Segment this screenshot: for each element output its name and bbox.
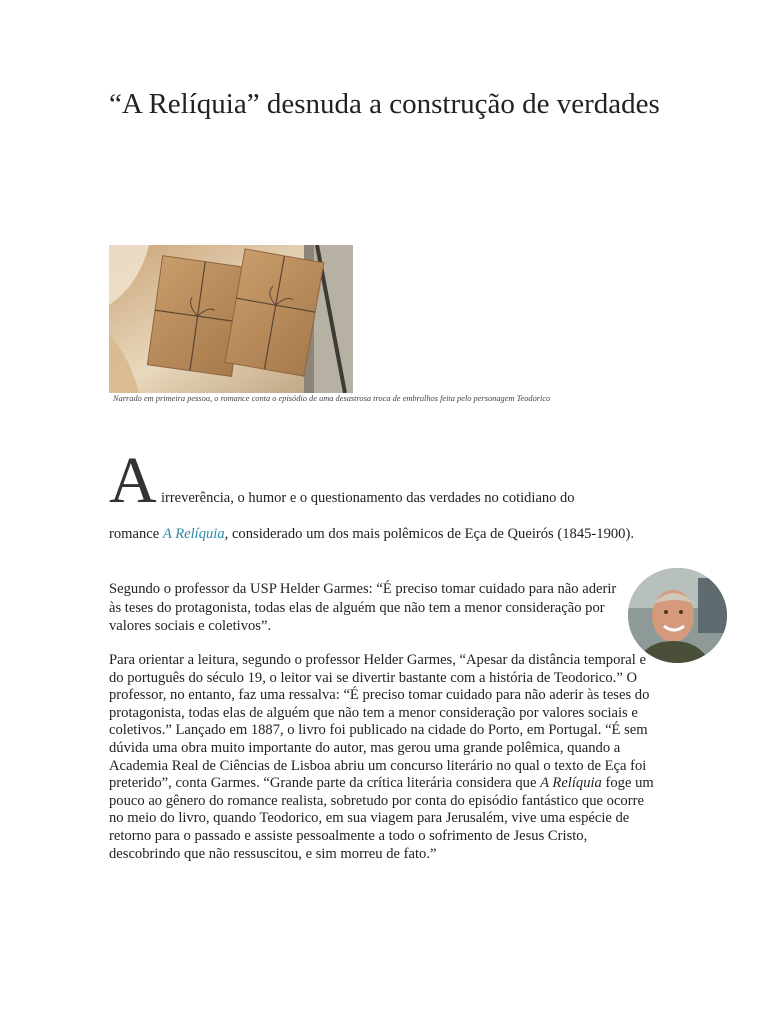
lead-line xyxy=(109,444,669,517)
lead-text: irreverência, o humor e o questionamento das verdades no cotidiano do xyxy=(161,490,575,506)
photo-caption: Narrado em primeira pessoa, o romance conta o episódio de uma desastrosa troca de embrulhos feita pelo personagem Teodorico xyxy=(113,394,551,403)
body-before: Para orientar a leitura, segundo o professor Helder Garmes, “Apesar da distância temporal e do português do século 19, o leitor vai se divertir bastante com a história de Teodorico.” O professor, no entanto, faz uma ressalva: “É preciso tomar cuidado para não aderir às teses do protagonista, todas elas de alguém que não tem a menor consideração por valores sociais e coletivos.” Lançado em 1887, o livro foi publicado na cidade do Porto, em Portugal. “É sem dúvida uma obra muito importante do autor, mas gerou uma grande polêmica, quando a Academia Real de Ciências de Lisboa abriu um concurso literário no qual o texto de Eça foi preterido”, conta Garmes. “Grande parte da crítica literária considera que xyxy=(109,652,650,792)
intro-after: , considerado um dos mais polêmicos de Eça de Queirós (1845-1900). xyxy=(224,526,634,542)
drop-cap: A xyxy=(109,444,157,517)
book-title-italic: A Relíquia xyxy=(540,775,602,792)
professor-portrait xyxy=(628,568,727,663)
paragraph-body xyxy=(109,652,654,863)
body-after: foge um pouco ao gênero do romance realista, sobretudo por conta do episódio fantástico que ocorre no meio do livro, quando Teodorico, em sua viagem para Jerusalém, vive uma espécie de retorno para o passado e assiste pessoalmente a todo o sofrimento de Jesus Cristo, descobrindo que não ressuscitou, e sim morreu de fato.” xyxy=(109,775,654,862)
book-title-link[interactable]: A Relíquia xyxy=(162,526,225,542)
article-title: “A Relíquia” desnuda a construção de verdades xyxy=(109,88,660,120)
paragraph-quote: Segundo o professor da USP Helder Garmes: “É preciso tomar cuidado para não aderir às teses do protagonista, todas elas de alguém que não tem a menor consideração por valores sociais e coletivos”. xyxy=(109,581,617,634)
parcels-photo xyxy=(109,245,353,393)
paragraph-intro xyxy=(109,525,654,544)
intro-before: romance xyxy=(109,526,163,542)
